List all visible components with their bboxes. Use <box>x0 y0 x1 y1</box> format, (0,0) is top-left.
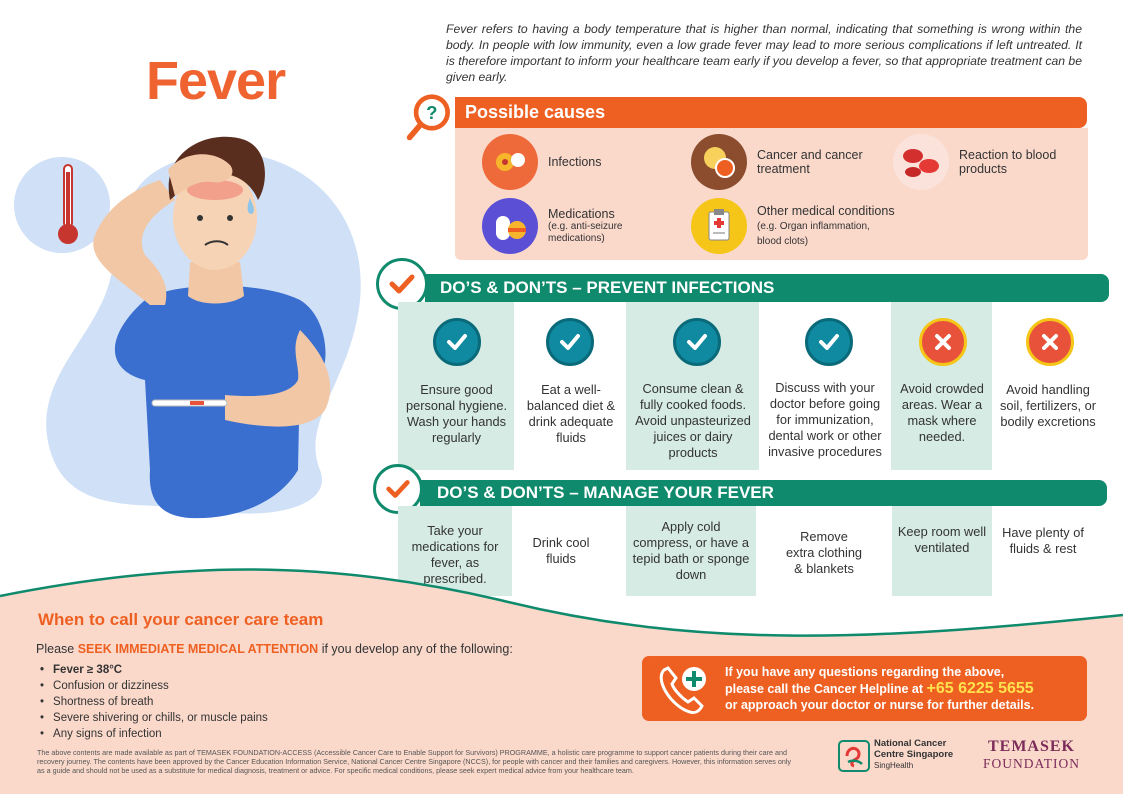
cause-note: (e.g. anti-seizure medications) <box>548 221 623 244</box>
causes-panel <box>455 128 1088 260</box>
fever-illustration <box>0 120 380 590</box>
check-icon <box>433 318 481 366</box>
check-icon <box>805 318 853 366</box>
question-magnifier-icon <box>404 92 456 144</box>
germ-icon <box>482 134 538 190</box>
call-text-after: if you develop any of the following: <box>318 642 513 656</box>
manage-item: Keep room well ventilated <box>897 524 987 555</box>
ncc-line1: National Cancer <box>874 738 947 749</box>
prevent-item: Eat a well-balanced diet & drink adequate fluids <box>526 382 616 445</box>
cancer-cell-icon <box>691 134 747 190</box>
cause-label: Cancer and cancer treatment <box>757 148 863 176</box>
manage-heading: DO’S & DON’TS – MANAGE YOUR FEVER <box>420 480 1107 506</box>
clipboard-icon <box>691 198 747 254</box>
call-text-before: Please <box>36 642 78 656</box>
call-highlight: SEEK IMMEDIATE MEDICAL ATTENTION <box>77 642 319 656</box>
prevent-item: Avoid handling soil, fertilizers, or bodily excretions <box>1000 382 1096 429</box>
temasek-line2: FOUNDATION <box>983 756 1080 771</box>
prevent-item: Avoid crowded areas. Wear a mask where needed. <box>900 381 984 444</box>
cause-medications <box>482 198 658 254</box>
list-item: • Fever ≥ 38°C <box>40 662 268 678</box>
svg-text:?: ? <box>426 101 438 123</box>
cause-blood-products <box>893 134 1079 190</box>
helpline-phone: +65 6225 5655 <box>926 679 1034 697</box>
prevent-item: Ensure good personal hygiene. Wash your hands regularly <box>405 382 508 445</box>
manage-item: Drink cool fluids <box>532 535 590 566</box>
cross-icon <box>1026 318 1074 366</box>
ncc-name <box>874 738 953 760</box>
helpline-line2: please call the Cancer Helpline at <box>725 681 927 696</box>
cause-label: Reaction to blood products <box>959 148 1057 176</box>
helpline-line3: or approach your doctor or nurse for further details. <box>725 698 1035 712</box>
causes-heading: Possible causes <box>455 97 1087 128</box>
cause-cancer-treatment <box>691 134 882 190</box>
cause-label-main: Medications <box>548 207 615 221</box>
ncc-emblem-icon <box>838 740 870 772</box>
list-item: • Shortness of breath <box>40 694 268 710</box>
helpline-box <box>642 656 1087 721</box>
pill-icon <box>482 198 538 254</box>
check-icon <box>546 318 594 366</box>
ncc-line2: Centre Singapore <box>874 749 954 760</box>
call-instructions <box>36 642 513 656</box>
cause-label-main: Other medical conditions <box>757 204 895 218</box>
symptom-list <box>40 662 268 742</box>
page-title: Fever <box>146 51 286 111</box>
blood-cells-icon <box>893 134 949 190</box>
manage-item: Have plenty of fluids & rest <box>1002 525 1084 556</box>
intro-paragraph: Fever refers to having a body temperature that is higher than normal, indicating that something is wrong within the body. In people with low immunity, even a low grade fever may lead to more serious complications if left untreated. It is therefore important to inform your healthcare team early if you develop a fever, so that appropriate treatment can be given early. <box>446 22 1082 84</box>
temasek-logo <box>983 738 1080 772</box>
list-item: • Any signs of infection <box>40 726 268 742</box>
prevent-item: Discuss with your doctor before going for immunization, dental work or other invasive procedures <box>768 380 882 459</box>
list-item: • Severe shivering or chills, or muscle pains <box>40 710 268 726</box>
cause-note: (e.g. Organ inflammation, blood clots) <box>757 221 870 247</box>
prevent-item: Consume clean & fully cooked foods. Avoid unpasteurized juices or dairy products <box>635 381 751 460</box>
cross-icon <box>919 318 967 366</box>
ncc-logo <box>838 738 958 778</box>
manage-item: Apply cold compress, or have a tepid bath or sponge down <box>632 519 750 582</box>
ncc-sub: SingHealth <box>874 761 914 770</box>
cause-infections <box>482 134 602 190</box>
cause-other-conditions <box>691 198 897 254</box>
helpline-text <box>725 664 1034 714</box>
cause-label <box>548 207 658 245</box>
disclaimer: The above contents are made available as part of TEMASEK FOUNDATION-ACCESS (Accessible Cancer Care to Enable Support for Survivors) PROGRAMME, a holistic care programme to support cancer patients during their care and recovery journey. The contents have been approved by the Cancer Education Information Service, National Cancer Centre Singapore (NCCS), for people with cancer and their families and caregivers. However, this information serves only as a guide and should not be used as a substitute for medical diagnosis, treatment or advice. For specific medical conditions, please seek expert medical advice from your healthcare team. <box>37 748 792 775</box>
call-heading: When to call your cancer care team <box>38 610 324 629</box>
list-item: • Confusion or dizziness <box>40 678 268 694</box>
manage-item: Remove extra clothing & blankets <box>785 529 863 576</box>
temasek-line1: TEMASEK <box>987 738 1075 755</box>
helpline-line1: If you have any questions regarding the above, <box>725 665 1005 679</box>
cause-label <box>757 204 897 248</box>
manage-item: Take your medications for fever, as prescribed. <box>411 523 499 586</box>
prevent-heading: DO’S & DON’TS – PREVENT INFECTIONS <box>425 274 1109 302</box>
check-icon <box>673 318 721 366</box>
cause-label: Infections <box>548 155 602 169</box>
phone-plus-icon <box>656 662 712 716</box>
